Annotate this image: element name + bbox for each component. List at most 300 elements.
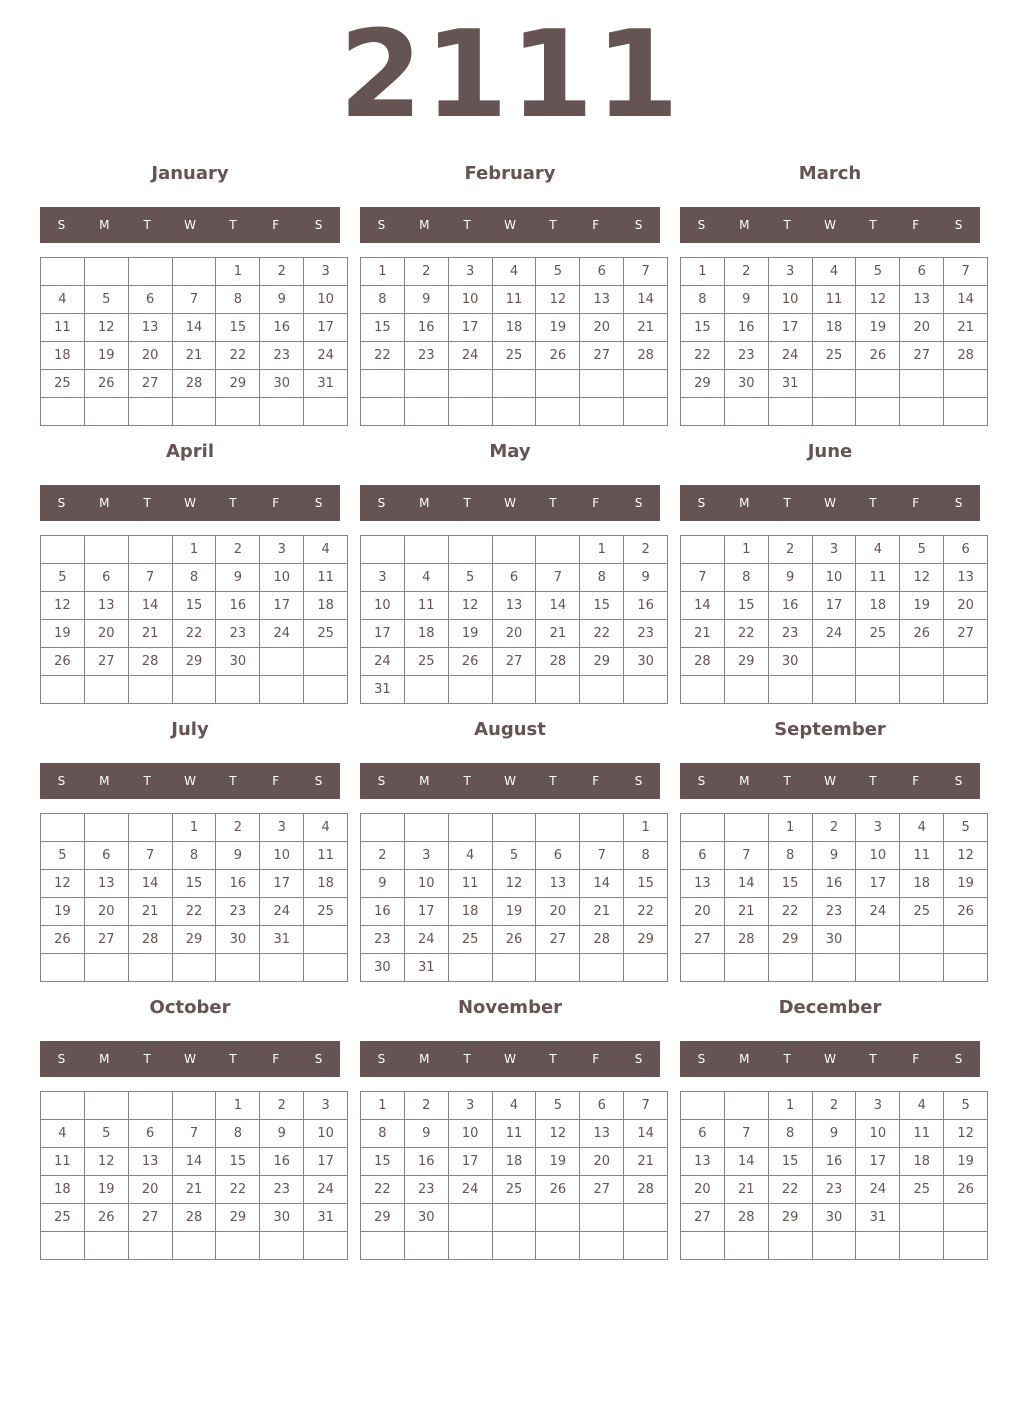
day-cell: 14	[624, 286, 668, 314]
day-cell: 29	[216, 1204, 260, 1232]
weekday-label: W	[184, 1052, 196, 1066]
day-cell: 8	[768, 842, 812, 870]
day-cell: 7	[624, 258, 668, 286]
week-row	[361, 370, 668, 398]
day-cell: 11	[492, 286, 536, 314]
weekday-label: T	[549, 496, 557, 510]
day-cell: 27	[681, 1204, 725, 1232]
day-cell: 22	[361, 342, 405, 370]
weekday-header	[680, 207, 980, 243]
day-cell: 9	[724, 286, 768, 314]
week-row	[681, 870, 988, 898]
day-cell: 13	[681, 1148, 725, 1176]
weekday-label: F	[592, 774, 600, 788]
day-cell: 17	[448, 1148, 492, 1176]
weekday-label: S	[634, 774, 643, 788]
empty-day-cell	[900, 926, 944, 954]
day-cell: 9	[361, 870, 405, 898]
empty-day-cell	[84, 398, 128, 426]
day-cell: 15	[624, 870, 668, 898]
day-cell: 18	[304, 870, 348, 898]
empty-day-cell	[900, 1232, 944, 1260]
day-cell: 12	[944, 1120, 988, 1148]
week-row	[681, 370, 988, 398]
day-cell: 28	[944, 342, 988, 370]
empty-day-cell	[944, 1204, 988, 1232]
day-cell: 7	[128, 564, 172, 592]
empty-day-cell	[304, 676, 348, 704]
day-cell: 30	[216, 926, 260, 954]
day-cell: 21	[724, 1176, 768, 1204]
week-row	[681, 314, 988, 342]
day-cell: 10	[856, 842, 900, 870]
empty-day-cell	[361, 1232, 405, 1260]
weekday-label: M	[419, 774, 430, 788]
empty-day-cell	[448, 676, 492, 704]
day-cell: 24	[361, 648, 405, 676]
week-row	[41, 898, 348, 926]
weekday-label: T	[549, 774, 557, 788]
day-cell: 8	[361, 286, 405, 314]
weekday-label: M	[739, 218, 750, 232]
day-cell: 30	[216, 648, 260, 676]
day-cell: 11	[492, 1120, 536, 1148]
weekday-label: S	[954, 496, 963, 510]
week-row	[41, 286, 348, 314]
day-cell: 16	[404, 314, 448, 342]
weekday-label: T	[783, 1052, 791, 1066]
day-cell: 16	[361, 898, 405, 926]
day-cell: 6	[580, 258, 624, 286]
weekday-label: M	[419, 496, 430, 510]
empty-day-cell	[681, 676, 725, 704]
weekday-label: S	[377, 496, 386, 510]
week-row	[41, 314, 348, 342]
day-cell: 27	[128, 1204, 172, 1232]
weekday-label: W	[504, 496, 516, 510]
day-cell: 6	[128, 286, 172, 314]
day-cell: 22	[768, 1176, 812, 1204]
day-cell: 2	[404, 1092, 448, 1120]
empty-day-cell	[624, 676, 668, 704]
day-cell: 31	[304, 1204, 348, 1232]
empty-day-cell	[216, 954, 260, 982]
empty-day-cell	[84, 1232, 128, 1260]
week-row	[681, 258, 988, 286]
weekday-label: M	[99, 774, 110, 788]
day-cell: 4	[304, 536, 348, 564]
day-cell: 12	[856, 286, 900, 314]
day-cell: 10	[448, 286, 492, 314]
week-row	[681, 1092, 988, 1120]
day-cell: 24	[448, 342, 492, 370]
day-cell: 3	[856, 1092, 900, 1120]
empty-day-cell	[260, 1232, 304, 1260]
day-cell: 17	[404, 898, 448, 926]
day-cell: 13	[944, 564, 988, 592]
day-cell: 30	[361, 954, 405, 982]
weekday-header	[40, 485, 340, 521]
day-cell: 6	[128, 1120, 172, 1148]
day-cell: 19	[448, 620, 492, 648]
day-cell: 26	[448, 648, 492, 676]
day-cell: 8	[768, 1120, 812, 1148]
week-row	[361, 898, 668, 926]
day-cell: 20	[681, 898, 725, 926]
empty-day-cell	[304, 954, 348, 982]
day-cell: 28	[724, 1204, 768, 1232]
day-cell: 2	[260, 258, 304, 286]
weekday-header	[360, 1041, 660, 1077]
weekday-label: F	[272, 496, 280, 510]
empty-day-cell	[681, 1232, 725, 1260]
day-cell: 15	[361, 1148, 405, 1176]
day-cell: 17	[812, 592, 856, 620]
weekday-label: T	[549, 218, 557, 232]
day-cell: 17	[768, 314, 812, 342]
week-row	[361, 592, 668, 620]
week-row	[41, 1092, 348, 1120]
day-cell: 8	[216, 286, 260, 314]
day-cell: 6	[900, 258, 944, 286]
empty-day-cell	[404, 536, 448, 564]
day-cell: 11	[304, 842, 348, 870]
weekday-label: F	[272, 218, 280, 232]
day-cell: 23	[216, 620, 260, 648]
day-cell: 24	[812, 620, 856, 648]
day-cell: 23	[768, 620, 812, 648]
day-cell: 27	[580, 342, 624, 370]
day-cell: 6	[492, 564, 536, 592]
day-cell: 17	[361, 620, 405, 648]
weekday-label: S	[697, 774, 706, 788]
empty-day-cell	[681, 814, 725, 842]
day-cell: 7	[624, 1092, 668, 1120]
day-cell: 1	[172, 536, 216, 564]
day-cell: 19	[944, 870, 988, 898]
weekday-label: T	[783, 218, 791, 232]
empty-day-cell	[580, 1204, 624, 1232]
day-grid	[360, 257, 668, 426]
weekday-header	[680, 1041, 980, 1077]
week-row	[361, 1120, 668, 1148]
day-cell: 12	[536, 1120, 580, 1148]
day-cell: 27	[84, 648, 128, 676]
day-cell: 16	[216, 592, 260, 620]
day-cell: 23	[812, 1176, 856, 1204]
day-cell: 9	[768, 564, 812, 592]
empty-day-cell	[856, 648, 900, 676]
weekday-label: F	[272, 774, 280, 788]
week-row	[41, 620, 348, 648]
day-cell: 4	[812, 258, 856, 286]
empty-day-cell	[128, 1092, 172, 1120]
weekday-label: S	[57, 774, 66, 788]
day-cell: 13	[580, 286, 624, 314]
day-cell: 23	[404, 1176, 448, 1204]
day-cell: 25	[900, 1176, 944, 1204]
week-row	[41, 536, 348, 564]
day-cell: 17	[856, 870, 900, 898]
day-cell: 22	[768, 898, 812, 926]
weekday-label: S	[57, 1052, 66, 1066]
week-row	[41, 648, 348, 676]
day-cell: 6	[681, 842, 725, 870]
day-cell: 15	[580, 592, 624, 620]
weekday-label: F	[592, 218, 600, 232]
weekday-label: F	[912, 1052, 920, 1066]
empty-day-cell	[41, 398, 85, 426]
empty-day-cell	[41, 814, 85, 842]
empty-day-cell	[172, 676, 216, 704]
empty-day-cell	[724, 954, 768, 982]
empty-day-cell	[304, 1232, 348, 1260]
empty-day-cell	[448, 1232, 492, 1260]
empty-day-cell	[580, 370, 624, 398]
empty-day-cell	[361, 370, 405, 398]
week-row	[681, 648, 988, 676]
day-cell: 9	[404, 286, 448, 314]
empty-day-cell	[856, 926, 900, 954]
empty-day-cell	[492, 1204, 536, 1232]
empty-day-cell	[448, 954, 492, 982]
day-cell: 27	[580, 1176, 624, 1204]
day-cell: 1	[216, 258, 260, 286]
empty-day-cell	[404, 370, 448, 398]
empty-day-cell	[84, 258, 128, 286]
day-cell: 5	[492, 842, 536, 870]
empty-day-cell	[84, 814, 128, 842]
day-cell: 17	[260, 870, 304, 898]
day-cell: 3	[260, 536, 304, 564]
day-cell: 2	[216, 814, 260, 842]
day-cell: 16	[260, 314, 304, 342]
week-row	[361, 1092, 668, 1120]
day-cell: 14	[624, 1120, 668, 1148]
day-cell: 29	[624, 926, 668, 954]
day-cell: 24	[768, 342, 812, 370]
day-cell: 31	[856, 1204, 900, 1232]
week-row	[41, 870, 348, 898]
week-row	[361, 314, 668, 342]
weekday-label: T	[229, 1052, 237, 1066]
day-cell: 18	[41, 1176, 85, 1204]
week-row	[681, 1204, 988, 1232]
week-row	[361, 1176, 668, 1204]
day-cell: 17	[304, 1148, 348, 1176]
month-name: May	[489, 441, 531, 462]
empty-day-cell	[216, 1232, 260, 1260]
day-cell: 27	[681, 926, 725, 954]
empty-day-cell	[41, 258, 85, 286]
day-cell: 7	[681, 564, 725, 592]
empty-day-cell	[536, 398, 580, 426]
weekday-label: T	[783, 774, 791, 788]
day-cell: 4	[492, 258, 536, 286]
weekday-label: T	[229, 218, 237, 232]
week-row	[41, 342, 348, 370]
day-cell: 1	[216, 1092, 260, 1120]
day-cell: 20	[128, 1176, 172, 1204]
day-cell: 7	[724, 842, 768, 870]
week-row	[41, 814, 348, 842]
day-cell: 11	[856, 564, 900, 592]
empty-day-cell	[260, 648, 304, 676]
weekday-label: T	[229, 496, 237, 510]
week-row	[681, 286, 988, 314]
empty-day-cell	[448, 370, 492, 398]
day-cell: 30	[260, 370, 304, 398]
weekday-header	[680, 485, 980, 521]
day-cell: 1	[580, 536, 624, 564]
empty-day-cell	[580, 676, 624, 704]
day-cell: 12	[944, 842, 988, 870]
empty-day-cell	[260, 398, 304, 426]
month-name: July	[171, 719, 209, 740]
day-cell: 14	[128, 870, 172, 898]
empty-day-cell	[856, 370, 900, 398]
month-name: February	[464, 163, 556, 184]
day-cell: 19	[41, 620, 85, 648]
empty-day-cell	[304, 398, 348, 426]
day-cell: 24	[448, 1176, 492, 1204]
day-cell: 8	[172, 564, 216, 592]
weekday-label: S	[314, 1052, 323, 1066]
day-cell: 27	[128, 370, 172, 398]
weekday-label: W	[824, 496, 836, 510]
day-cell: 23	[361, 926, 405, 954]
day-cell: 15	[681, 314, 725, 342]
day-cell: 31	[404, 954, 448, 982]
day-cell: 4	[404, 564, 448, 592]
weekday-label: M	[419, 1052, 430, 1066]
empty-day-cell	[944, 1232, 988, 1260]
day-cell: 26	[944, 1176, 988, 1204]
day-cell: 20	[536, 898, 580, 926]
week-row	[361, 286, 668, 314]
day-cell: 13	[681, 870, 725, 898]
day-cell: 23	[260, 1176, 304, 1204]
day-cell: 28	[172, 370, 216, 398]
day-cell: 3	[856, 814, 900, 842]
day-cell: 3	[404, 842, 448, 870]
day-cell: 29	[681, 370, 725, 398]
empty-day-cell	[856, 676, 900, 704]
empty-day-cell	[536, 676, 580, 704]
day-cell: 16	[724, 314, 768, 342]
day-cell: 3	[812, 536, 856, 564]
day-cell: 20	[944, 592, 988, 620]
day-cell: 24	[260, 620, 304, 648]
day-cell: 12	[900, 564, 944, 592]
empty-day-cell	[812, 1232, 856, 1260]
weekday-label: T	[463, 1052, 471, 1066]
weekday-label: S	[697, 1052, 706, 1066]
day-cell: 3	[304, 1092, 348, 1120]
empty-day-cell	[216, 398, 260, 426]
empty-day-cell	[304, 648, 348, 676]
empty-day-cell	[172, 954, 216, 982]
empty-day-cell	[724, 1092, 768, 1120]
day-cell: 1	[724, 536, 768, 564]
day-cell: 6	[536, 842, 580, 870]
week-row	[361, 648, 668, 676]
day-cell: 12	[84, 314, 128, 342]
empty-day-cell	[681, 536, 725, 564]
weekday-label: T	[143, 774, 151, 788]
day-cell: 26	[41, 926, 85, 954]
day-cell: 27	[536, 926, 580, 954]
day-cell: 3	[361, 564, 405, 592]
week-row	[681, 564, 988, 592]
day-cell: 6	[580, 1092, 624, 1120]
month-name: January	[151, 163, 229, 184]
day-cell: 22	[172, 620, 216, 648]
weekday-label: W	[184, 496, 196, 510]
day-cell: 28	[624, 342, 668, 370]
day-cell: 18	[900, 870, 944, 898]
day-cell: 13	[84, 870, 128, 898]
empty-day-cell	[172, 258, 216, 286]
weekday-label: F	[592, 496, 600, 510]
day-cell: 7	[172, 1120, 216, 1148]
day-cell: 19	[944, 1148, 988, 1176]
day-cell: 18	[448, 898, 492, 926]
week-row	[41, 564, 348, 592]
week-row	[41, 592, 348, 620]
day-cell: 29	[768, 926, 812, 954]
weekday-label: F	[912, 218, 920, 232]
day-cell: 27	[492, 648, 536, 676]
day-cell: 19	[492, 898, 536, 926]
empty-day-cell	[944, 648, 988, 676]
day-cell: 28	[681, 648, 725, 676]
day-cell: 6	[84, 842, 128, 870]
empty-day-cell	[260, 676, 304, 704]
day-cell: 3	[304, 258, 348, 286]
day-cell: 4	[304, 814, 348, 842]
week-row	[361, 536, 668, 564]
empty-day-cell	[812, 398, 856, 426]
empty-day-cell	[536, 1232, 580, 1260]
day-cell: 2	[624, 536, 668, 564]
day-cell: 24	[856, 898, 900, 926]
day-cell: 5	[84, 1120, 128, 1148]
day-cell: 20	[900, 314, 944, 342]
week-row	[681, 1120, 988, 1148]
day-cell: 8	[724, 564, 768, 592]
empty-day-cell	[812, 648, 856, 676]
weekday-label: S	[697, 218, 706, 232]
empty-day-cell	[724, 814, 768, 842]
day-cell: 18	[492, 1148, 536, 1176]
empty-day-cell	[492, 370, 536, 398]
empty-day-cell	[84, 954, 128, 982]
day-cell: 28	[128, 648, 172, 676]
empty-day-cell	[404, 676, 448, 704]
day-cell: 4	[900, 814, 944, 842]
week-row	[361, 926, 668, 954]
weekday-label: S	[954, 774, 963, 788]
empty-day-cell	[84, 676, 128, 704]
empty-day-cell	[624, 370, 668, 398]
week-row	[681, 398, 988, 426]
empty-day-cell	[361, 814, 405, 842]
weekday-label: M	[419, 218, 430, 232]
day-cell: 2	[361, 842, 405, 870]
weekday-label: S	[314, 496, 323, 510]
day-cell: 30	[404, 1204, 448, 1232]
